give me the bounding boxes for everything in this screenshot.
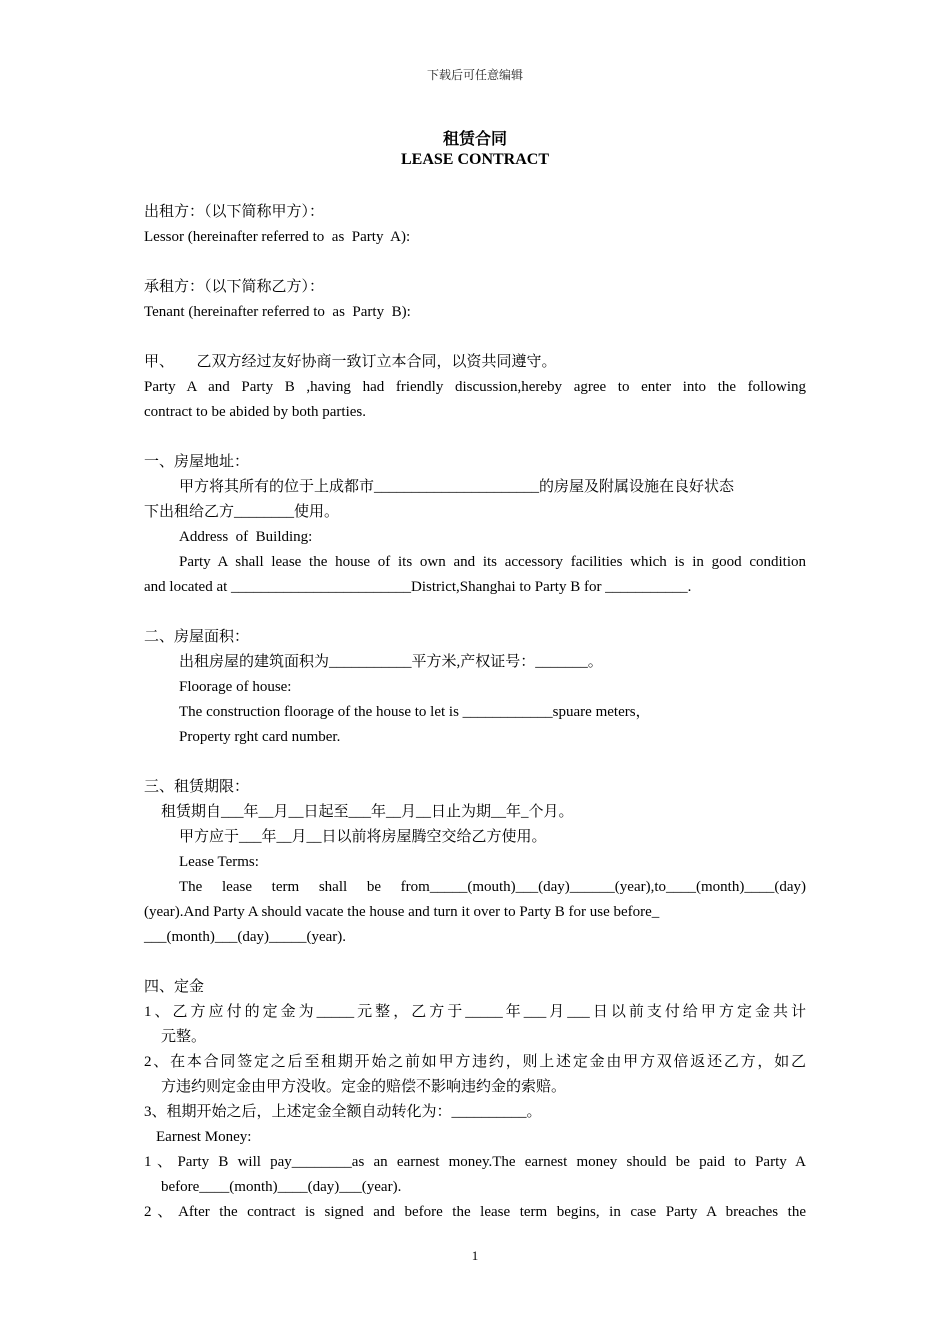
- section-4-en-heading: Earnest Money:: [156, 1129, 252, 1145]
- preamble-cn: 甲、 乙双方经过友好协商一致订立本合同，以资共同遵守。: [144, 354, 557, 370]
- section-2-en-line1: The construction floorage of the house to let is ____________spuare meters，: [179, 704, 651, 720]
- header-note: 下载后可任意编辑: [426, 68, 523, 82]
- section-1-en-line1: Party A shall lease the house of its own and its accessory facilities which is in good condition: [179, 554, 806, 570]
- section-3-en-line3: ___(month)___(day)_____(year).: [144, 929, 347, 945]
- section-2-en-heading: Floorage of house:: [179, 679, 292, 695]
- section-3-heading: 三、租赁期限：: [144, 779, 250, 795]
- section-1-heading: 一、房屋地址：: [144, 454, 250, 470]
- section-4-en-item1-line2: before____(month)____(day)___(year).: [161, 1179, 402, 1195]
- section-1-cn-line2: 下出租给乙方________使用。: [144, 504, 340, 520]
- section-1-en-line2: and located at ________________________District,Shanghai to Party B for ___________.: [144, 579, 692, 595]
- section-1-en-heading: Address of Building:: [179, 529, 313, 545]
- section-4-item2-line1: 2、在本合同签定之后至租期开始之前如甲方违约，则上述定金由甲方双倍返还乙方，如乙: [144, 1054, 806, 1070]
- section-3-en-line1: The lease term shall be from_____(mouth)___(day)______(year),to____(month)____(day): [179, 879, 806, 895]
- section-4-item2-line2: 方违约则定金由甲方没收。定金的赔偿不影响违约金的索赔。: [161, 1079, 567, 1095]
- section-1-cn-line1: 甲方将其所有的位于上成都市______________________的房屋及附属设施在良好状态: [179, 479, 735, 495]
- section-2-heading: 二、房屋面积：: [144, 629, 250, 645]
- preamble-en-line1: Party A and Party B ,having had friendly discussion,hereby agree to enter into the following: [144, 379, 806, 395]
- section-3-en-line2: (year).And Party A should vacate the house and turn it over to Party B for use before_: [144, 904, 660, 920]
- section-4-en-item2-line1: 2、After the contract is signed and before the lease term begins, in case Party A breaches the: [144, 1204, 806, 1220]
- tenant-label-cn: 承租方：（以下简称乙方）：: [144, 279, 325, 295]
- section-3-cn-line1: 租赁期自___年__月__日起至___年__月__日止为期__年_个月。: [161, 804, 574, 820]
- section-3-cn-line2: 甲方应于___年__月__日以前将房屋腾空交给乙方使用。: [179, 829, 547, 845]
- section-4-item3: 3、租期开始之后，上述定金全额自动转化为：__________。: [144, 1104, 542, 1120]
- section-4-heading: 四、定金: [144, 979, 205, 995]
- section-2-cn-line: 出租房屋的建筑面积为___________平方米,产权证号：_______。: [179, 654, 603, 670]
- lessor-label-cn: 出租方：（以下简称甲方）：: [144, 204, 325, 220]
- section-4-en-item1-line1: 1、Party B will pay________as an earnest money.The earnest money should be paid to Party A: [144, 1154, 806, 1170]
- tenant-label-en: Tenant (hereinafter referred to as Party B):: [144, 304, 411, 320]
- title-chinese: 租赁合同: [442, 131, 507, 148]
- preamble-en-line2: contract to be abided by both parties.: [144, 404, 367, 420]
- page-number: 1: [471, 1248, 479, 1263]
- section-4-item1-line2: 元整。: [161, 1029, 207, 1045]
- title-english: LEASE CONTRACT: [400, 151, 550, 168]
- contract-body: [144, 200, 806, 1225]
- section-3-en-heading: Lease Terms:: [179, 854, 259, 870]
- lessor-label-en: Lessor (hereinafter referred to as Party A):: [144, 229, 411, 245]
- section-4-item1-line1: 1、乙方应付的定金为_____元整，乙方于_____年___月___日以前支付给甲方定金共计: [144, 1004, 806, 1020]
- section-2-en-line2: Property rght card number.: [179, 729, 341, 745]
